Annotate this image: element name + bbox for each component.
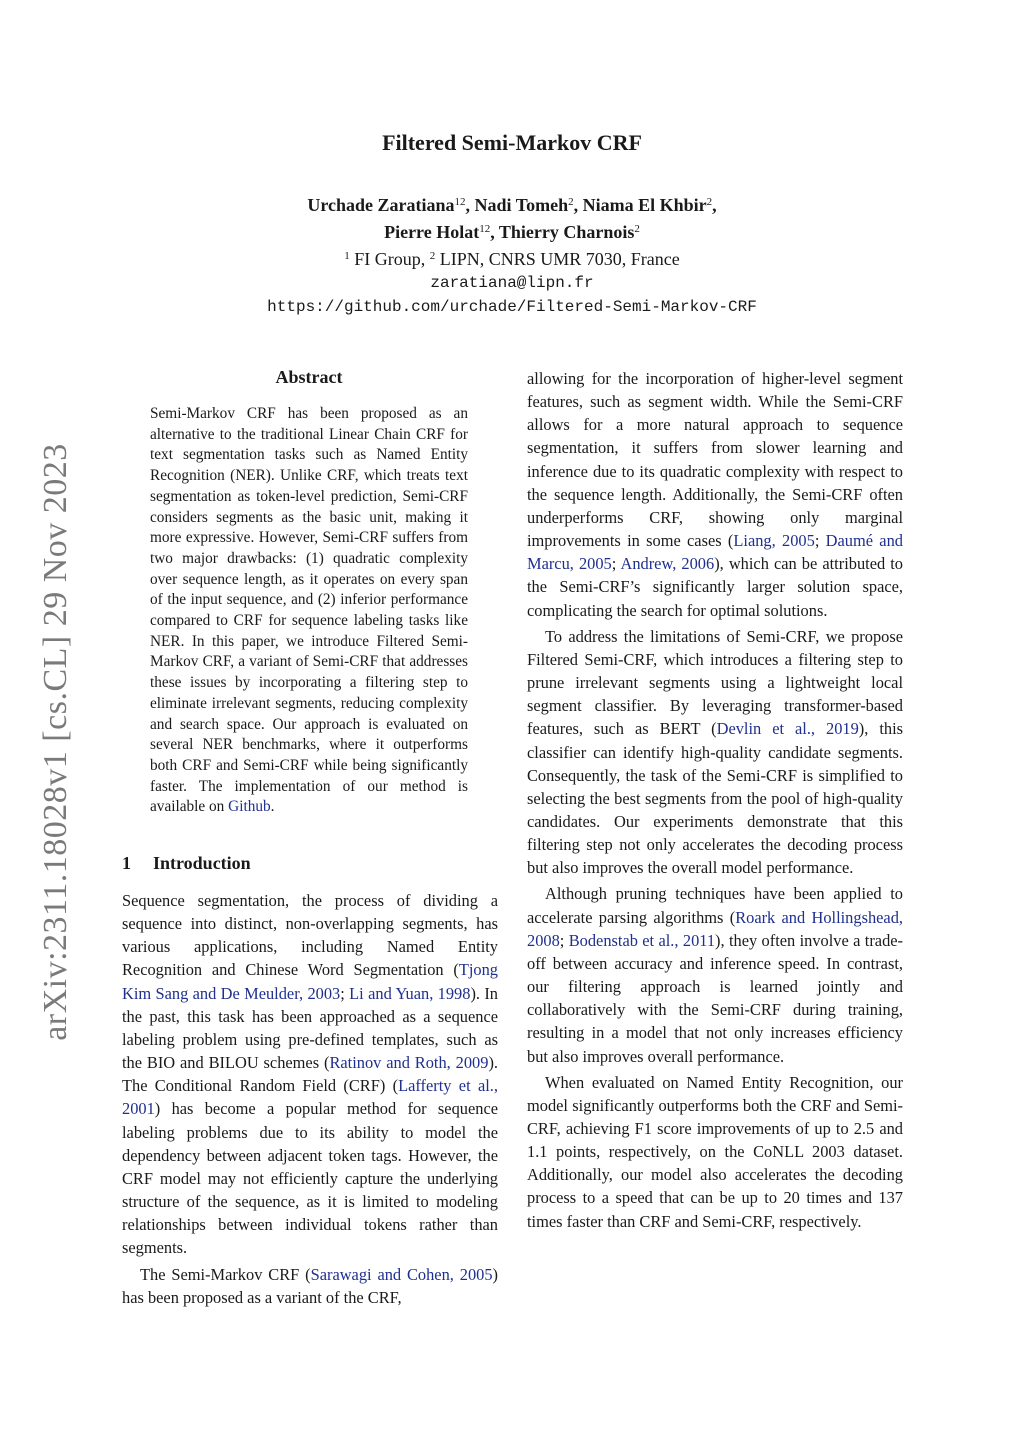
section-heading: [122, 853, 498, 874]
author-name: Urchade Zaratiana: [307, 195, 455, 215]
aff-org: LIPN, CNRS UMR 7030, France: [439, 249, 680, 269]
author-name: Nadi Tomeh: [474, 195, 569, 215]
left-column-body: [122, 889, 498, 1309]
author-names: Urchade Zaratiana$^{12}$, Nadi Tomeh$^2$, Niama El Khbir$^2$, Pierre Holat$^{12}$, Thierry Charnois$^2$: [307, 195, 717, 242]
paragraph: To address the limitations of Semi-CRF, we propose Filtered Semi-CRF, which introduces a filtering step to prune irrelevant segments using a lightweight local segment classifier. By leveraging transformer-based features, such as BERT (Devlin et al., 2019), this classifier can identify high-quality candidate segments. Consequently, the task of the Semi-CRF is simplified to selecting the best segments from the pool of high-quality candidates. Our experiments demonstrate that this filtering step not only accelerates the decoding process but also improves the overall model performance.: [527, 626, 904, 878]
section-title: Introduction: [153, 853, 251, 873]
abstract-end: .: [270, 798, 275, 816]
citation-link[interactable]: Li and Yuan, 1998: [349, 983, 471, 1003]
citation-link[interactable]: Liang, 2005: [733, 531, 815, 551]
repo-url[interactable]: https://github.com/urchade/Filtered-Semi-Markov-CRF: [267, 298, 757, 316]
citation-link[interactable]: Roark and Hollingshead, 2008: [527, 907, 903, 950]
citation-link[interactable]: Tjong Kim Sang and De Meulder, 2003: [122, 960, 498, 1003]
abstract-text: Semi-Markov CRF has been proposed as an alternative to the traditional Linear Chain CRF for text segmentation tasks such as Named Entity Recognition (NER). Unlike CRF, which treats text segmentation as token-level prediction, Semi-CRF considers segments as the basic unit, making it more expressive. However, Semi-CRF suffers from two major drawbacks: (1) quadratic complexity over sequence length, as it operates on every span of the input sequence, and (2) inferior performance compared to CRF for sequence labeling tasks like NER. In this paper, we introduce Filtered Semi-Markov CRF, a variant of Semi-CRF that addresses these issues by incorporating a filtering step to eliminate irrelevant segments, reducing complexity and search space. Our approach is evaluated on several NER benchmarks, where it outperforms both CRF and Semi-CRF while being significantly faster. The implementation of our method is available on: [150, 405, 468, 816]
aff-sup: 1: [344, 250, 350, 262]
author-sup: 12: [454, 196, 466, 208]
citation-link[interactable]: Bodenstab et al., 2011: [568, 930, 716, 950]
author-sup: 2: [706, 196, 713, 208]
author-sup: 2: [568, 196, 574, 208]
paragraph-continued: allowing for the incorporation of higher-level segment features, such as segment width. While the Semi-CRF allows for a more natural approach to sequence segmentation, it suffers from slower learning and inference due to its quadratic complexity with respect to the sequence length. Additionally, the Semi-CRF often underperforms CRF, showing only marginal improvements in some cases (Liang, 2005; Daumé and Marcu, 2005; Andrew, 2006), which can be attributed to the Semi-CRF’s significantly larger solution space, complicating the search for optimal solutions.: [527, 369, 903, 620]
author-sup: 12: [479, 223, 491, 235]
citation-link[interactable]: Sarawagi and Cohen, 2005: [310, 1264, 493, 1284]
paper-title: Filtered Semi-Markov CRF: [382, 130, 642, 155]
abstract-heading: Abstract: [275, 367, 343, 387]
abstract-body: [150, 404, 468, 818]
github-link[interactable]: Github: [228, 798, 271, 816]
right-column-body: [527, 367, 903, 1233]
affiliation: [0, 244, 1024, 271]
author-name: Pierre Holat: [384, 222, 480, 242]
paragraph: Although pruning techniques have been applied to accelerate parsing algorithms (Roark and Hollingshead, 2008; Bodenstab et al., 2011), they often involve a trade-off between accuracy and inference speed. In contrast, our filtering approach is learned jointly and collaboratively with the Semi-CRF during training, resulting in a model that not only increases efficiency but also improves overall performance.: [527, 884, 903, 1066]
citation-link[interactable]: Daumé and Marcu, 2005: [527, 531, 903, 574]
aff-sup: 2: [429, 250, 436, 262]
arxiv-stamp: arXiv:2311.18028v1 [cs.CL] 29 Nov 2023: [37, 443, 74, 1041]
paragraph: The Semi-Markov CRF (Sarawagi and Cohen, 2005) has been proposed as a variant of the CRF,: [122, 1264, 498, 1307]
author-block: [0, 190, 1024, 319]
paragraph: Sequence segmentation, the process of dividing a sequence into distinct, non-overlapping segments, has various applications, including Named Entity Recognition and Chinese Word Segmentation (Tjong Kim Sang and De Meulder, 2003; Li and Yuan, 1998). In the past, this task has been approached as a sequence labeling problem using pre-defined templates, such as the BIO and BILOU schemes (Ratinov and Roth, 2009). The Conditional Random Field (CRF) (Lafferty et al., 2001) has become a popular method for sequence labeling problems due to its ability to model the dependency between adjacent token tags. However, the CRF model may not efficiently capture the underlying structure of the sequence, as it is limited to modeling relationships between individual tokens rather than segments.: [122, 891, 499, 1258]
citation-link[interactable]: Devlin et al., 2019: [716, 719, 859, 739]
aff-org: FI Group,: [354, 249, 426, 269]
author-email[interactable]: zaratiana@lipn.fr: [430, 274, 594, 292]
citation-link[interactable]: Lafferty et al., 2001: [122, 1076, 498, 1119]
section-number: 1: [122, 853, 131, 873]
author-sup: 2: [634, 223, 640, 235]
citation-link[interactable]: Andrew, 2006: [620, 554, 715, 574]
citation-link[interactable]: Ratinov and Roth, 2009: [329, 1053, 489, 1073]
author-name: Thierry Charnois: [498, 222, 635, 242]
paragraph: When evaluated on Named Entity Recognition, our model significantly outperforms both the CRF and Semi-CRF, achieving F1 score improvements of up to 2.5 and 1.1 points, respectively, on the CoNLL 2003 dataset. Additionally, our model also accelerates the decoding process to a speed that can be up to 20 times and 137 times faster than CRF and Semi-CRF, respectively.: [527, 1072, 903, 1231]
author-name: Niama El Khbir: [582, 195, 707, 215]
